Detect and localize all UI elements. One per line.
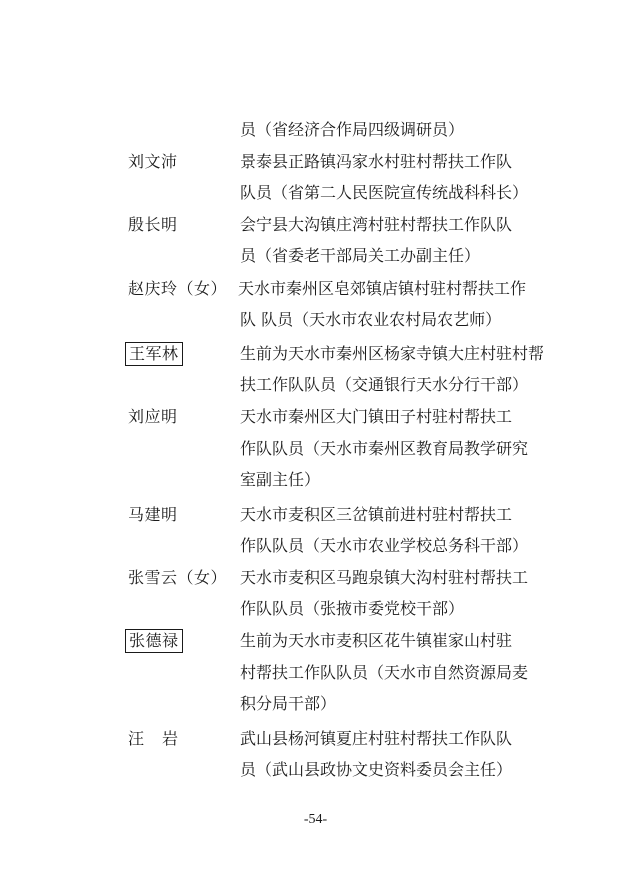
entry-description-line: 员（武山县政协文史资料委员会主任） [240,760,513,779]
entry-name-boxed: 王军林 [125,342,183,366]
entry-name-boxed: 张德禄 [125,629,183,653]
entry-name: 马建明 [128,505,178,524]
entry-description-line: 室副主任） [240,470,321,489]
entry-name: 刘文沛 [128,152,178,171]
entry-description-line: 积分局干部） [240,694,337,713]
entry-name: 刘应明 [128,407,178,426]
entry-description-line: 村帮扶工作队队员（天水市自然资源局麦 [240,663,529,682]
entry-name: 赵庆玲（女） [128,279,228,298]
entry-description-line: 会宁县大沟镇庄湾村驻村帮扶工作队队 [240,215,513,234]
entry-description-line: 队员（省第二人民医院宣传统战科科长） [240,183,529,202]
entry-description-line: 天水市麦积区三岔镇前进村驻村帮扶工 [240,505,513,524]
entry-name: 张雪云（女） [128,568,228,587]
entry-description-line: 队 队员（天水市农业农村局农艺师） [240,310,502,329]
entry-description-line: 员（省委老干部局关工办副主任） [240,246,481,265]
entry-description-line: 作队队员（天水市秦州区教育局教学研究 [240,439,529,458]
entry-name: 汪岩 [128,729,197,748]
entry-description-line: 景泰县正路镇冯家水村驻村帮扶工作队 [240,152,513,171]
entry-description-line: 天水市秦州区大门镇田子村驻村帮扶工 [240,407,513,426]
entry-description-line: 生前为天水市麦积区花牛镇崔家山村驻 [240,631,513,650]
entry-name: 殷长明 [128,215,178,234]
page-number: -54- [303,812,328,827]
entry-description-line: 作队队员（张掖市委党校干部） [240,599,465,618]
entry-description-line: 扶工作队队员（交通银行天水分行干部） [240,375,529,394]
entry-description-line: 生前为天水市秦州区杨家寺镇大庄村驻村帮 [240,344,545,363]
entry-description-line: 员（省经济合作局四级调研员） [240,120,465,139]
entry-description-line: 作队队员（天水市农业学校总务科干部） [240,536,529,555]
entry-description-line: 天水市秦州区皂郊镇店镇村驻村帮扶工作 [238,279,527,298]
entry-description-line: 天水市麦积区马跑泉镇大沟村驻村帮扶工 [240,568,529,587]
entry-description-line: 武山县杨河镇夏庄村驻村帮扶工作队队 [240,729,513,748]
